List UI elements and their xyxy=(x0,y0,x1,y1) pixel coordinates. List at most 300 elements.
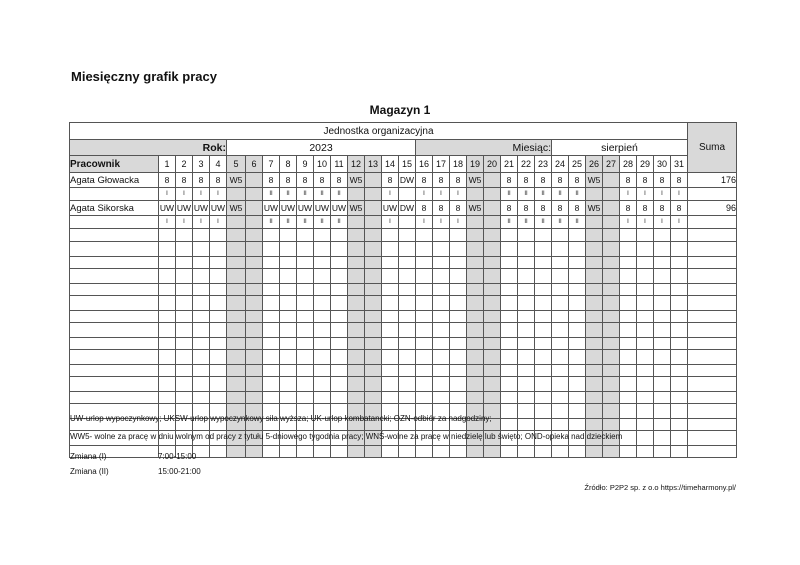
schedule-cell[interactable] xyxy=(416,296,433,311)
schedule-cell[interactable] xyxy=(193,269,210,284)
schedule-cell[interactable] xyxy=(484,392,501,404)
schedule-cell[interactable] xyxy=(227,311,246,323)
schedule-cell[interactable] xyxy=(263,365,280,377)
schedule-cell[interactable] xyxy=(620,377,637,392)
schedule-cell[interactable] xyxy=(433,229,450,242)
schedule-cell[interactable] xyxy=(176,392,193,404)
schedule-cell[interactable]: UW xyxy=(314,201,331,216)
schedule-cell[interactable] xyxy=(331,284,348,296)
schedule-cell[interactable] xyxy=(671,323,688,338)
schedule-cell[interactable] xyxy=(399,216,416,229)
schedule-cell[interactable] xyxy=(501,446,518,458)
schedule-cell[interactable] xyxy=(535,419,552,431)
schedule-cell[interactable] xyxy=(484,446,501,458)
schedule-cell[interactable]: 8 xyxy=(331,173,348,188)
schedule-cell[interactable]: 8 xyxy=(535,201,552,216)
schedule-cell[interactable] xyxy=(399,269,416,284)
schedule-cell[interactable] xyxy=(227,392,246,404)
schedule-cell[interactable] xyxy=(176,269,193,284)
schedule-cell[interactable] xyxy=(484,338,501,350)
schedule-cell[interactable] xyxy=(314,311,331,323)
schedule-cell[interactable] xyxy=(314,257,331,269)
schedule-cell[interactable]: II xyxy=(331,188,348,201)
schedule-cell[interactable] xyxy=(569,338,586,350)
schedule-cell[interactable] xyxy=(654,419,671,431)
schedule-cell[interactable] xyxy=(450,257,467,269)
schedule-cell[interactable]: I xyxy=(654,188,671,201)
schedule-cell[interactable] xyxy=(535,392,552,404)
schedule-cell[interactable] xyxy=(552,311,569,323)
schedule-cell[interactable] xyxy=(314,284,331,296)
schedule-cell[interactable] xyxy=(586,419,603,431)
schedule-cell[interactable] xyxy=(569,257,586,269)
schedule-cell[interactable] xyxy=(467,242,484,257)
schedule-cell[interactable] xyxy=(280,311,297,323)
schedule-cell[interactable] xyxy=(382,392,399,404)
schedule-cell[interactable]: W5 xyxy=(227,201,246,216)
schedule-cell[interactable]: II xyxy=(569,188,586,201)
schedule-cell[interactable] xyxy=(467,350,484,365)
schedule-cell[interactable] xyxy=(297,323,314,338)
schedule-cell[interactable] xyxy=(331,242,348,257)
schedule-cell[interactable] xyxy=(433,392,450,404)
schedule-cell[interactable] xyxy=(246,296,263,311)
schedule-cell[interactable] xyxy=(671,431,688,446)
schedule-cell[interactable] xyxy=(586,229,603,242)
schedule-cell[interactable] xyxy=(433,242,450,257)
schedule-cell[interactable]: II xyxy=(280,188,297,201)
schedule-cell[interactable] xyxy=(603,323,620,338)
schedule-cell[interactable]: W5 xyxy=(586,173,603,188)
schedule-cell[interactable] xyxy=(263,377,280,392)
schedule-cell[interactable] xyxy=(210,377,227,392)
schedule-cell[interactable] xyxy=(603,392,620,404)
schedule-cell[interactable]: W5 xyxy=(348,173,365,188)
schedule-cell[interactable]: 8 xyxy=(501,173,518,188)
schedule-cell[interactable] xyxy=(535,350,552,365)
schedule-cell[interactable] xyxy=(210,365,227,377)
schedule-cell[interactable] xyxy=(399,350,416,365)
schedule-cell[interactable] xyxy=(620,269,637,284)
schedule-cell[interactable]: 8 xyxy=(637,201,654,216)
schedule-cell[interactable] xyxy=(620,323,637,338)
schedule-cell[interactable]: I xyxy=(416,188,433,201)
schedule-cell[interactable] xyxy=(671,350,688,365)
schedule-cell[interactable] xyxy=(159,392,176,404)
schedule-cell[interactable]: II xyxy=(314,216,331,229)
schedule-cell[interactable] xyxy=(569,404,586,419)
schedule-cell[interactable]: 8 xyxy=(654,201,671,216)
schedule-cell[interactable] xyxy=(671,311,688,323)
schedule-cell[interactable] xyxy=(193,350,210,365)
schedule-cell[interactable]: 8 xyxy=(297,173,314,188)
schedule-cell[interactable] xyxy=(671,284,688,296)
schedule-cell[interactable] xyxy=(297,242,314,257)
schedule-cell[interactable] xyxy=(314,446,331,458)
schedule-cell[interactable] xyxy=(637,242,654,257)
schedule-cell[interactable] xyxy=(176,323,193,338)
schedule-cell[interactable]: I xyxy=(176,216,193,229)
schedule-cell[interactable]: II xyxy=(535,188,552,201)
schedule-cell[interactable] xyxy=(501,404,518,419)
schedule-cell[interactable]: 8 xyxy=(501,201,518,216)
schedule-cell[interactable]: I xyxy=(671,188,688,201)
schedule-cell[interactable] xyxy=(246,188,263,201)
schedule-cell[interactable] xyxy=(654,404,671,419)
schedule-cell[interactable] xyxy=(246,446,263,458)
schedule-cell[interactable] xyxy=(637,392,654,404)
schedule-cell[interactable] xyxy=(484,311,501,323)
schedule-cell[interactable] xyxy=(552,419,569,431)
schedule-cell[interactable] xyxy=(467,377,484,392)
schedule-cell[interactable] xyxy=(176,350,193,365)
schedule-cell[interactable] xyxy=(569,311,586,323)
schedule-cell[interactable]: I xyxy=(159,188,176,201)
schedule-cell[interactable] xyxy=(210,269,227,284)
schedule-cell[interactable] xyxy=(331,392,348,404)
schedule-cell[interactable] xyxy=(586,323,603,338)
schedule-cell[interactable] xyxy=(297,257,314,269)
schedule-cell[interactable] xyxy=(603,404,620,419)
schedule-cell[interactable] xyxy=(535,284,552,296)
schedule-cell[interactable] xyxy=(365,229,382,242)
schedule-cell[interactable] xyxy=(637,446,654,458)
schedule-cell[interactable] xyxy=(280,392,297,404)
schedule-cell[interactable]: I xyxy=(176,188,193,201)
schedule-cell[interactable] xyxy=(314,392,331,404)
schedule-cell[interactable] xyxy=(637,269,654,284)
schedule-cell[interactable] xyxy=(365,188,382,201)
schedule-cell[interactable] xyxy=(569,377,586,392)
schedule-cell[interactable] xyxy=(569,365,586,377)
schedule-cell[interactable] xyxy=(671,404,688,419)
schedule-cell[interactable] xyxy=(382,350,399,365)
schedule-cell[interactable] xyxy=(569,392,586,404)
schedule-cell[interactable] xyxy=(484,284,501,296)
schedule-cell[interactable] xyxy=(518,323,535,338)
schedule-cell[interactable] xyxy=(416,242,433,257)
schedule-cell[interactable] xyxy=(159,269,176,284)
schedule-cell[interactable] xyxy=(518,311,535,323)
schedule-cell[interactable] xyxy=(433,311,450,323)
schedule-cell[interactable]: 8 xyxy=(433,201,450,216)
schedule-cell[interactable] xyxy=(365,392,382,404)
schedule-cell[interactable] xyxy=(535,242,552,257)
schedule-cell[interactable] xyxy=(586,216,603,229)
schedule-cell[interactable] xyxy=(484,229,501,242)
schedule-cell[interactable] xyxy=(331,323,348,338)
schedule-cell[interactable] xyxy=(586,392,603,404)
schedule-cell[interactable] xyxy=(227,365,246,377)
schedule-cell[interactable] xyxy=(450,323,467,338)
schedule-cell[interactable] xyxy=(263,269,280,284)
schedule-cell[interactable]: I xyxy=(210,216,227,229)
schedule-cell[interactable] xyxy=(176,296,193,311)
schedule-cell[interactable] xyxy=(603,296,620,311)
schedule-cell[interactable] xyxy=(484,350,501,365)
schedule-cell[interactable] xyxy=(210,311,227,323)
schedule-cell[interactable] xyxy=(637,365,654,377)
schedule-cell[interactable] xyxy=(382,229,399,242)
schedule-cell[interactable] xyxy=(382,323,399,338)
schedule-cell[interactable] xyxy=(176,229,193,242)
schedule-cell[interactable] xyxy=(365,216,382,229)
schedule-cell[interactable] xyxy=(552,296,569,311)
schedule-cell[interactable] xyxy=(399,229,416,242)
schedule-cell[interactable] xyxy=(280,350,297,365)
schedule-cell[interactable] xyxy=(416,284,433,296)
schedule-cell[interactable] xyxy=(654,446,671,458)
schedule-cell[interactable] xyxy=(484,242,501,257)
schedule-cell[interactable] xyxy=(654,284,671,296)
schedule-cell[interactable] xyxy=(552,338,569,350)
schedule-cell[interactable] xyxy=(382,338,399,350)
schedule-cell[interactable]: 8 xyxy=(176,173,193,188)
schedule-cell[interactable] xyxy=(637,296,654,311)
schedule-cell[interactable] xyxy=(433,284,450,296)
schedule-cell[interactable] xyxy=(399,284,416,296)
schedule-cell[interactable] xyxy=(176,257,193,269)
schedule-cell[interactable] xyxy=(297,338,314,350)
schedule-cell[interactable] xyxy=(620,446,637,458)
schedule-cell[interactable]: II xyxy=(263,216,280,229)
schedule-cell[interactable] xyxy=(348,257,365,269)
schedule-cell[interactable] xyxy=(159,365,176,377)
schedule-cell[interactable] xyxy=(365,311,382,323)
schedule-cell[interactable]: UW xyxy=(297,201,314,216)
schedule-cell[interactable] xyxy=(552,377,569,392)
schedule-cell[interactable] xyxy=(501,257,518,269)
schedule-cell[interactable] xyxy=(501,377,518,392)
schedule-cell[interactable] xyxy=(535,377,552,392)
schedule-cell[interactable] xyxy=(603,201,620,216)
schedule-cell[interactable] xyxy=(314,296,331,311)
schedule-cell[interactable] xyxy=(467,392,484,404)
schedule-cell[interactable] xyxy=(365,242,382,257)
schedule-cell[interactable] xyxy=(365,257,382,269)
schedule-cell[interactable] xyxy=(365,201,382,216)
schedule-cell[interactable] xyxy=(365,284,382,296)
schedule-cell[interactable] xyxy=(399,365,416,377)
schedule-cell[interactable] xyxy=(569,446,586,458)
schedule-cell[interactable] xyxy=(654,296,671,311)
schedule-cell[interactable] xyxy=(399,242,416,257)
schedule-cell[interactable] xyxy=(331,269,348,284)
schedule-cell[interactable] xyxy=(246,201,263,216)
schedule-cell[interactable] xyxy=(382,257,399,269)
schedule-cell[interactable] xyxy=(348,284,365,296)
schedule-cell[interactable]: II xyxy=(501,216,518,229)
schedule-cell[interactable]: I xyxy=(620,188,637,201)
schedule-cell[interactable]: 8 xyxy=(552,173,569,188)
schedule-cell[interactable] xyxy=(416,377,433,392)
schedule-cell[interactable] xyxy=(586,311,603,323)
schedule-cell[interactable] xyxy=(535,446,552,458)
schedule-cell[interactable] xyxy=(535,365,552,377)
schedule-cell[interactable] xyxy=(586,284,603,296)
schedule-cell[interactable] xyxy=(603,365,620,377)
schedule-cell[interactable] xyxy=(637,404,654,419)
schedule-cell[interactable] xyxy=(382,284,399,296)
schedule-cell[interactable] xyxy=(297,296,314,311)
schedule-cell[interactable] xyxy=(263,392,280,404)
schedule-cell[interactable] xyxy=(227,377,246,392)
schedule-cell[interactable]: I xyxy=(450,188,467,201)
schedule-cell[interactable] xyxy=(263,323,280,338)
schedule-cell[interactable]: II xyxy=(535,216,552,229)
schedule-cell[interactable]: I xyxy=(671,216,688,229)
schedule-cell[interactable]: 8 xyxy=(518,173,535,188)
schedule-cell[interactable] xyxy=(193,377,210,392)
schedule-cell[interactable]: I xyxy=(637,188,654,201)
schedule-cell[interactable] xyxy=(671,269,688,284)
schedule-cell[interactable] xyxy=(484,296,501,311)
schedule-cell[interactable] xyxy=(535,257,552,269)
schedule-cell[interactable] xyxy=(569,296,586,311)
schedule-cell[interactable] xyxy=(603,269,620,284)
schedule-cell[interactable] xyxy=(586,377,603,392)
schedule-cell[interactable]: I xyxy=(382,188,399,201)
schedule-cell[interactable] xyxy=(501,338,518,350)
schedule-cell[interactable]: 8 xyxy=(280,173,297,188)
schedule-cell[interactable]: W5 xyxy=(467,201,484,216)
schedule-cell[interactable] xyxy=(654,350,671,365)
schedule-cell[interactable] xyxy=(518,350,535,365)
schedule-cell[interactable] xyxy=(484,323,501,338)
schedule-cell[interactable] xyxy=(552,365,569,377)
schedule-cell[interactable] xyxy=(501,419,518,431)
schedule-cell[interactable] xyxy=(518,296,535,311)
schedule-cell[interactable]: 8 xyxy=(416,173,433,188)
schedule-cell[interactable] xyxy=(501,392,518,404)
schedule-cell[interactable] xyxy=(416,392,433,404)
schedule-cell[interactable] xyxy=(450,296,467,311)
schedule-cell[interactable] xyxy=(297,365,314,377)
schedule-cell[interactable] xyxy=(227,338,246,350)
schedule-cell[interactable] xyxy=(637,377,654,392)
schedule-cell[interactable] xyxy=(535,269,552,284)
schedule-cell[interactable] xyxy=(467,269,484,284)
schedule-cell[interactable]: II xyxy=(552,216,569,229)
schedule-cell[interactable] xyxy=(193,229,210,242)
schedule-cell[interactable] xyxy=(297,284,314,296)
schedule-cell[interactable] xyxy=(501,229,518,242)
schedule-cell[interactable]: 8 xyxy=(620,173,637,188)
schedule-cell[interactable] xyxy=(671,257,688,269)
schedule-cell[interactable] xyxy=(484,201,501,216)
schedule-cell[interactable] xyxy=(569,323,586,338)
schedule-cell[interactable] xyxy=(399,188,416,201)
schedule-cell[interactable] xyxy=(569,229,586,242)
schedule-cell[interactable] xyxy=(603,173,620,188)
schedule-cell[interactable] xyxy=(671,365,688,377)
schedule-cell[interactable] xyxy=(348,216,365,229)
schedule-cell[interactable] xyxy=(399,446,416,458)
schedule-cell[interactable] xyxy=(535,404,552,419)
schedule-cell[interactable] xyxy=(193,392,210,404)
schedule-cell[interactable] xyxy=(433,350,450,365)
schedule-cell[interactable] xyxy=(365,269,382,284)
schedule-cell[interactable] xyxy=(227,242,246,257)
schedule-cell[interactable] xyxy=(637,419,654,431)
schedule-cell[interactable] xyxy=(552,350,569,365)
schedule-cell[interactable] xyxy=(227,257,246,269)
schedule-cell[interactable] xyxy=(535,296,552,311)
schedule-cell[interactable] xyxy=(159,377,176,392)
schedule-cell[interactable] xyxy=(210,350,227,365)
schedule-cell[interactable] xyxy=(159,257,176,269)
schedule-cell[interactable] xyxy=(620,284,637,296)
schedule-cell[interactable] xyxy=(586,350,603,365)
schedule-cell[interactable]: I xyxy=(210,188,227,201)
schedule-cell[interactable] xyxy=(484,216,501,229)
schedule-cell[interactable]: II xyxy=(518,216,535,229)
schedule-cell[interactable]: UW xyxy=(280,201,297,216)
schedule-cell[interactable]: II xyxy=(518,188,535,201)
schedule-cell[interactable]: II xyxy=(552,188,569,201)
schedule-cell[interactable] xyxy=(297,229,314,242)
schedule-cell[interactable]: 8 xyxy=(159,173,176,188)
schedule-cell[interactable] xyxy=(603,242,620,257)
schedule-cell[interactable] xyxy=(246,242,263,257)
schedule-cell[interactable] xyxy=(280,269,297,284)
schedule-cell[interactable] xyxy=(227,323,246,338)
schedule-cell[interactable] xyxy=(467,446,484,458)
schedule-cell[interactable] xyxy=(620,257,637,269)
schedule-cell[interactable]: I xyxy=(416,216,433,229)
schedule-cell[interactable] xyxy=(450,446,467,458)
schedule-cell[interactable] xyxy=(450,284,467,296)
schedule-cell[interactable] xyxy=(586,338,603,350)
schedule-cell[interactable] xyxy=(331,446,348,458)
schedule-cell[interactable] xyxy=(654,365,671,377)
schedule-cell[interactable] xyxy=(227,188,246,201)
schedule-cell[interactable] xyxy=(518,269,535,284)
schedule-cell[interactable]: 8 xyxy=(569,201,586,216)
schedule-cell[interactable] xyxy=(297,392,314,404)
schedule-cell[interactable] xyxy=(620,229,637,242)
schedule-cell[interactable] xyxy=(467,296,484,311)
schedule-cell[interactable] xyxy=(518,419,535,431)
schedule-cell[interactable] xyxy=(227,296,246,311)
schedule-cell[interactable] xyxy=(210,229,227,242)
schedule-cell[interactable]: I xyxy=(382,216,399,229)
schedule-cell[interactable] xyxy=(331,338,348,350)
schedule-cell[interactable] xyxy=(193,338,210,350)
schedule-cell[interactable]: 8 xyxy=(535,173,552,188)
schedule-cell[interactable]: II xyxy=(501,188,518,201)
schedule-cell[interactable] xyxy=(603,446,620,458)
schedule-cell[interactable] xyxy=(518,242,535,257)
schedule-cell[interactable] xyxy=(620,419,637,431)
schedule-cell[interactable] xyxy=(501,296,518,311)
schedule-cell[interactable] xyxy=(484,257,501,269)
schedule-cell[interactable] xyxy=(569,419,586,431)
schedule-cell[interactable] xyxy=(416,323,433,338)
schedule-cell[interactable]: I xyxy=(193,216,210,229)
schedule-cell[interactable]: UW xyxy=(210,201,227,216)
schedule-cell[interactable]: 8 xyxy=(518,201,535,216)
schedule-cell[interactable]: I xyxy=(193,188,210,201)
schedule-cell[interactable] xyxy=(654,392,671,404)
schedule-cell[interactable] xyxy=(227,229,246,242)
schedule-cell[interactable] xyxy=(518,338,535,350)
schedule-cell[interactable] xyxy=(654,242,671,257)
schedule-cell[interactable] xyxy=(637,284,654,296)
schedule-cell[interactable] xyxy=(416,446,433,458)
schedule-cell[interactable] xyxy=(246,350,263,365)
schedule-cell[interactable]: UW xyxy=(331,201,348,216)
